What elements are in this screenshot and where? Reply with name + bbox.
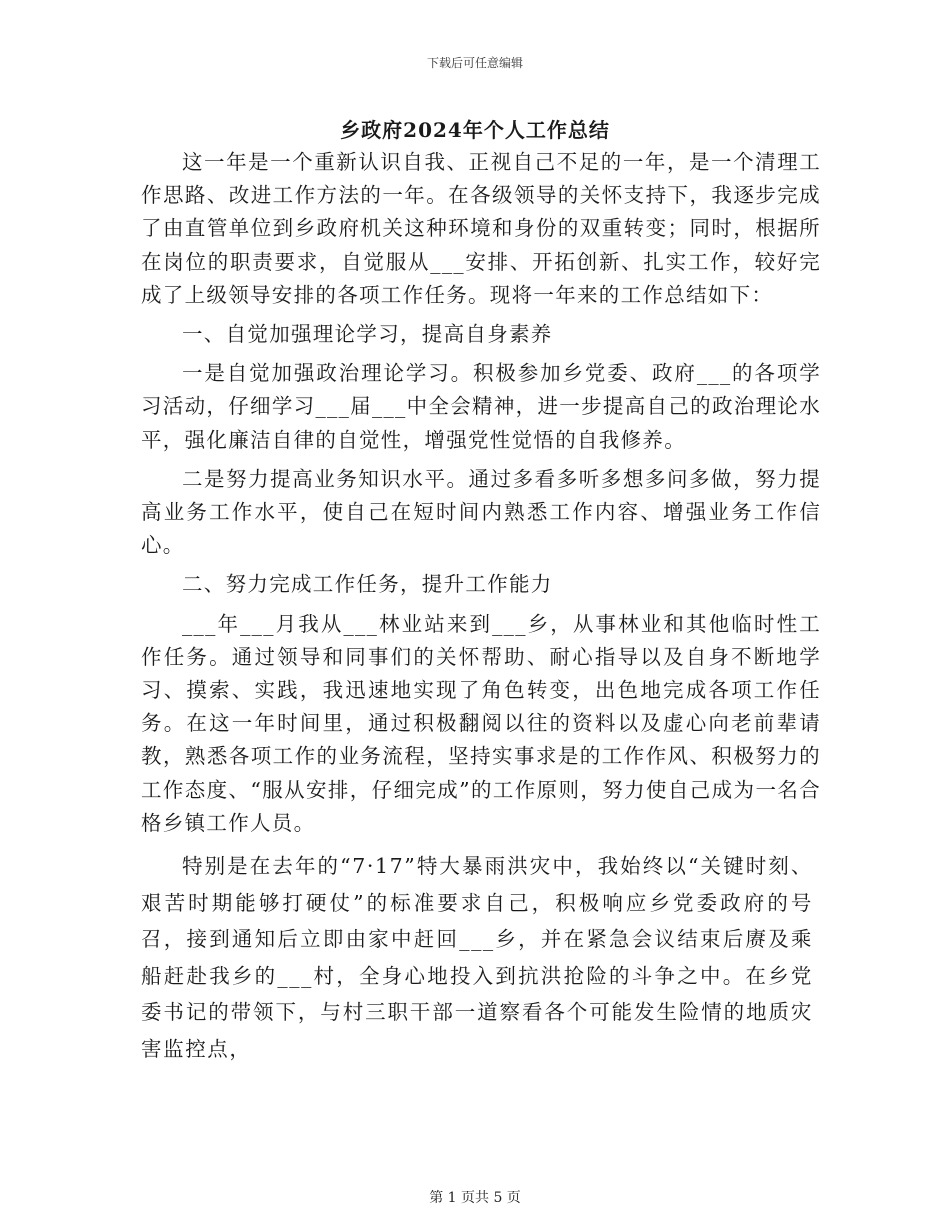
paragraph-political-study: 一是自觉加强政治理论学习。积极参加乡党委、政府___的各项学习活动，仔细学习___届___中全会精神，进一步提高自己的政治理论水平，强化廉洁自律的自觉性，增强党性觉悟的自我修养。 (141, 361, 821, 452)
paragraph-work-tasks: ___年___月我从___林业站来到___乡，从事林业和其他临时性工作任务。通过领导和同事们的关怀帮助、耐心指导以及自身不断地学习、摸索、实践，我迅速地实现了角色转变，出色地完成各项工作任务。在这一年时间里，通过积极翻阅以往的资料以及虚心向老前辈请教，熟悉各项工作的业务流程，坚持实事求是的工作作风、积极努力的工作态度、“服从安排，仔细完成”的工作原则，努力使自己成为一名合格乡镇工作人员。 (141, 611, 821, 835)
document-body (141, 146, 821, 1067)
paragraph-flood-relief: 特别是在去年的“7·17”特大暴雨洪灾中，我始终以“关键时刻、艰苦时期能够打硬仗”的标准要求自己，积极响应乡党委政府的号召，接到通知后立即由家中赶回___乡，并在紧急会议结束后赓及乘船赶赴我乡的___村，全身心地投入到抗洪抢险的斗争之中。在乡党委书记的带领下，与村三职干部一道察看各个可能发生险情的地质灾害监控点， (141, 854, 813, 1061)
paragraph-intro: 这一年是一个重新认识自我、正视自己不足的一年，是一个清理工作思路、改进工作方法的一年。在各级领导的关怀支持下，我逐步完成了由直管单位到乡政府机关这种环境和身份的双重转变；同时，根据所在岗位的职责要求，自觉服从___安排、开拓创新、扎实工作，较好完成了上级领导安排的各项工作任务。现将一年来的工作总结如下： (141, 150, 821, 307)
header-note: 下载后可任意编辑 (426, 56, 523, 70)
paragraph-business-knowledge: 二是努力提高业务知识水平。通过多看多听多想多问多做，努力提高业务工作水平，使自己在短时间内熟悉工作内容、增强业务工作信心。 (141, 466, 821, 558)
section-heading-2: 二、努力完成工作任务，提升工作能力 (182, 572, 553, 597)
section-heading-1: 一、自觉加强理论学习，提高自身素养 (182, 322, 553, 347)
document-title: 乡政府2024年个人工作总结 (340, 118, 610, 142)
page-footer: 第 1 页共 5 页 (429, 1190, 521, 1206)
